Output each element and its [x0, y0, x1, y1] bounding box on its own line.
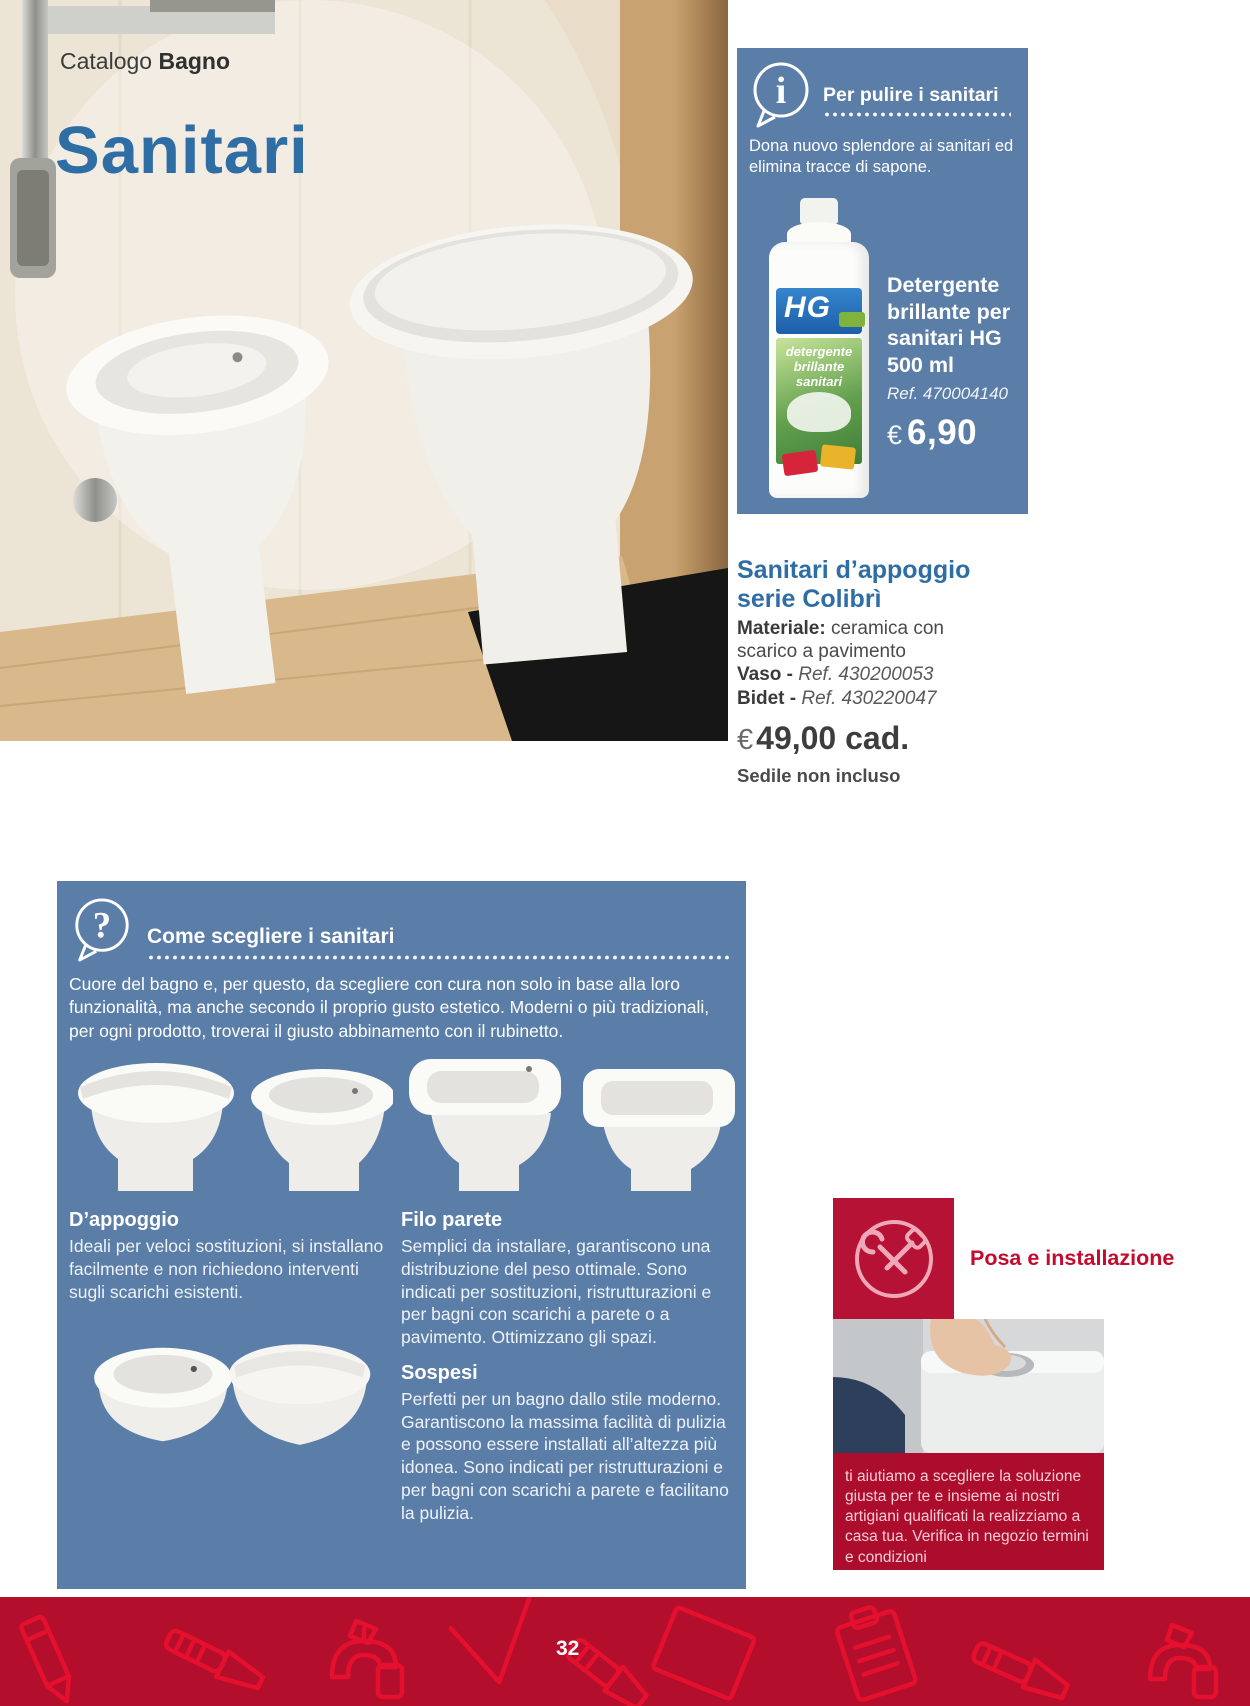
pencil-icon: [20, 1616, 78, 1706]
bidet-label: Bidet -: [737, 688, 797, 710]
breadcrumb: [60, 48, 230, 75]
clean-box-title: Per pulire i sanitari: [823, 84, 999, 106]
choose-right-column: [401, 1209, 739, 1537]
material-label: Materiale:: [737, 618, 826, 639]
product-material: [737, 617, 987, 663]
section-text-filo-parete: Semplici da installare, garantiscono una distribuzione del peso ottimale. Sono indicati per sostituzioni, ristrutturazioni e per bagni con scarichi a parete o a pavimento. Ottimizzano gli spazi.: [401, 1236, 712, 1347]
vaso-label: Vaso -: [737, 664, 793, 686]
choose-box-title: Come scegliere i sanitari: [147, 925, 395, 948]
faucet-icon: [332, 1621, 402, 1697]
detergent-price: [887, 413, 1021, 453]
bidet-ref: Ref. 430220047: [801, 688, 937, 710]
wrench-screwdriver-icon: [848, 1213, 940, 1305]
installation-photo: [833, 1319, 1104, 1453]
bottle-label-chip-yellow: [820, 444, 856, 469]
how-to-choose-box: [57, 881, 746, 1589]
sospesi-sanitari-image: [69, 1316, 391, 1466]
breadcrumb-section: Bagno: [158, 48, 231, 74]
section-heading-dappoggio: D’appoggio: [69, 1209, 179, 1231]
bottle-label-chip-red: [782, 450, 819, 477]
installation-title: Posa e installazione: [970, 1246, 1175, 1270]
tools-pattern: [0, 1597, 1250, 1706]
paintbrush-icon: [970, 1636, 1072, 1703]
product-title: Sanitari d’appoggio serie Colibrì: [737, 556, 971, 613]
page-footer: [0, 1597, 1250, 1706]
bottle-tab: [839, 312, 865, 327]
bottle-label-art: [787, 392, 851, 432]
filo-parete-sanitari-image: [397, 1027, 741, 1191]
dappoggio-sanitari-image: [63, 1031, 393, 1191]
page-number: 32: [556, 1637, 580, 1660]
page-title: Sanitari: [55, 113, 309, 188]
clipboard-icon: [833, 1601, 917, 1701]
cleaning-tip-box: [737, 48, 1028, 514]
question-icon: [71, 895, 133, 963]
price-amount: 49,00 cad.: [756, 720, 910, 757]
detergent-name: Detergente brillante per sanitari HG 500 ml: [887, 273, 1011, 377]
currency-symbol: €: [887, 419, 903, 450]
choose-box-intro: Cuore del bagno e, per questo, da scegliere con cura non solo in base alla loro funzionalità, ma anche secondo il proprio gusto estetico. Moderni o più tradizionali, per ogni prodotto, troverai il giusto abbinamento con il rubinetto.: [69, 974, 710, 1041]
product-note: Sedile non incluso: [737, 765, 901, 787]
bottle-brand: HG: [784, 291, 831, 324]
installation-description: ti aiutiamo a scegliere la soluzione giusta per te e insieme ai nostri artigiani qualificati la realizziamo a casa tua. Verifica in negozio termini e condizioni: [833, 1453, 1104, 1570]
info-glyph: i: [775, 70, 787, 112]
check-icon: [446, 1597, 554, 1690]
clean-box-description: Dona nuovo splendore ai sanitari ed elimina tracce di sapone.: [749, 137, 1014, 176]
question-glyph: ?: [92, 904, 112, 946]
breadcrumb-catalog: Catalogo: [60, 48, 159, 74]
price-amount: 6,90: [907, 412, 978, 452]
bidet-ref-line: [737, 687, 1037, 711]
section-heading-filo-parete: Filo parete: [401, 1209, 503, 1231]
material-value: ceramica con scarico a pavimento: [737, 618, 944, 663]
faucet-icon: [1150, 1625, 1216, 1697]
product-details: [737, 556, 1037, 787]
dotted-divider: [147, 955, 729, 960]
section-heading-sospesi: Sospesi: [401, 1361, 478, 1384]
product-price: [737, 720, 1037, 757]
detergent-product-details: [887, 272, 1021, 453]
bottle-body: [769, 242, 869, 498]
installation-icon-tile: [833, 1198, 954, 1319]
dotted-divider: [823, 112, 1011, 117]
hero-bathroom-photo: [0, 0, 728, 741]
bottle-product-label: detergente brillante sanitari: [776, 338, 862, 464]
detergent-ref: Ref. 470004140: [887, 383, 1008, 403]
section-text-dappoggio: Ideali per veloci sostituzioni, si installano facilmente e non richiedono interventi sugli scarichi esistenti.: [69, 1236, 384, 1302]
choose-left-column: [69, 1209, 399, 1466]
currency-symbol: €: [737, 724, 754, 757]
vaso-ref: Ref. 430200053: [798, 664, 934, 686]
section-text-sospesi: Perfetti per un bagno dallo stile moderno. Garantiscono la massima facilità di pulizia e possono essere installati all’altezza più idonea. Sono indicati per ristrutturazioni e per bagni con scarichi a parete e facilitano la pulizia.: [401, 1388, 729, 1523]
paintbrush-icon: [162, 1625, 266, 1695]
bottle-brand-label: [776, 288, 862, 334]
frame-icon: [652, 1607, 755, 1700]
info-icon: [749, 60, 813, 128]
vaso-ref-line: [737, 663, 1037, 687]
detergent-bottle-image: [763, 198, 875, 500]
bottle-cap: [800, 198, 838, 224]
